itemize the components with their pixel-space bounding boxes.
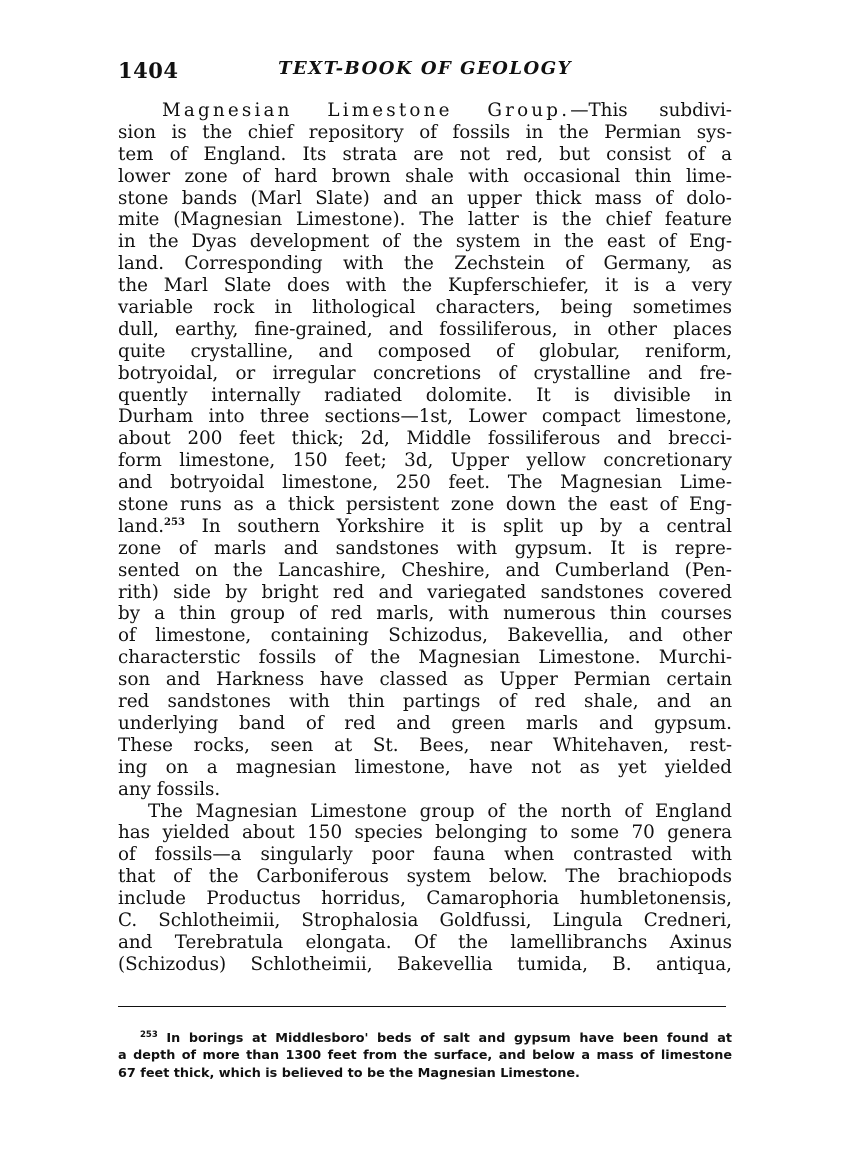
text-line: These rocks, seen at St. Bees, near Whitehaven, rest- xyxy=(118,734,732,756)
text-line: any fossils. xyxy=(118,778,221,800)
footnote-marker: 253 xyxy=(140,1030,158,1040)
text-line: land.$^{253}$ In southern Yorkshire it is split up by a central xyxy=(118,515,732,537)
text-line: Magnesian Limestone Group.—This subdivi- xyxy=(162,100,732,121)
text-line: include Productus horridus, Camarophoria humbletonensis, xyxy=(118,888,732,910)
text-line: lower zone of hard brown shale with occasional thin lime- xyxy=(118,165,732,187)
footnote-line: a depth of more than 1300 feet from the surface, and below a mass of limestone xyxy=(118,1048,732,1064)
text-line: C. Schlotheimii, Strophalosia Goldfussi, Lingula Credneri, xyxy=(118,909,732,931)
text-line: and Terebratula elongata. Of the lamellibranchs Axinus xyxy=(118,931,732,953)
text-line: and botryoidal limestone, 250 feet. The Magnesian Lime- xyxy=(118,472,732,494)
text-line: underlying band of red and green marls and gypsum. xyxy=(118,712,732,734)
text-line: quite crystalline, and composed of globular, reniform, xyxy=(118,340,732,362)
body-text xyxy=(118,100,732,976)
text-line: son and Harkness have classed as Upper Permian certain xyxy=(118,669,732,691)
text-line: has yielded about 150 species belonging to some 70 genera xyxy=(118,822,732,844)
text-line: land. Corresponding with the Zechstein of Germany, as xyxy=(118,253,732,275)
text-line: (Schizodus) Schlotheimii, Bakevellia tumida, B. antiqua, xyxy=(118,953,732,975)
text-line: stone bands (Marl Slate) and an upper thick mass of dolo- xyxy=(118,187,732,209)
text-line: sion is the chief repository of fossils in the Permian sys- xyxy=(118,121,732,143)
footnote-line: $^{253}$ In borings at Middlesboro' beds of salt and gypsum have been found at xyxy=(140,1030,733,1046)
text-line: of limestone, containing Schizodus, Bakevellia, and other xyxy=(118,625,732,647)
section-heading: Magnesian Limestone Group. xyxy=(162,100,571,121)
text-line: that of the Carboniferous system below. The brachiopods xyxy=(118,866,732,888)
page-number: 1404 xyxy=(118,58,179,83)
text-line: red sandstones with thin partings of red shale, and an xyxy=(118,691,732,713)
running-title: TEXT-BOOK OF GEOLOGY xyxy=(278,58,572,79)
text-line: of fossils—a singularly poor fauna when contrasted with xyxy=(118,844,732,866)
footnotes xyxy=(118,1030,732,1082)
text-line: variable rock in lithological characters, being sometimes xyxy=(118,297,732,319)
text-line: mite (Magnesian Limestone). The latter is the chief feature xyxy=(118,209,732,231)
text-line: the Marl Slate does with the Kupferschiefer, it is a very xyxy=(118,275,732,297)
footnote-line: 67 feet thick, which is believed to be the Magnesian Limestone. xyxy=(118,1065,580,1081)
text-line: Durham into three sections—1st, Lower compact limestone, xyxy=(118,406,732,428)
text-line: dull, earthy, fine-grained, and fossiliferous, in other places xyxy=(118,318,732,340)
running-head xyxy=(118,58,732,88)
text-line: rith) side by bright red and variegated sandstones covered xyxy=(118,581,732,603)
text-line: quently internally radiated dolomite. It is divisible in xyxy=(118,384,732,406)
text-line: characterstic fossils of the Magnesian Limestone. Murchi- xyxy=(118,647,732,669)
text-line: zone of marls and sandstones with gypsum. It is repre- xyxy=(118,537,732,559)
text-line: by a thin group of red marls, with numerous thin courses xyxy=(118,603,732,625)
text-line: about 200 feet thick; 2d, Middle fossiliferous and brecci- xyxy=(118,428,732,450)
text-line: The Magnesian Limestone group of the north of England xyxy=(148,800,732,822)
text-line: stone runs as a thick persistent zone down the east of Eng- xyxy=(118,494,732,516)
text-line: ing on a magnesian limestone, have not as yet yielded xyxy=(118,756,732,778)
footnote-divider xyxy=(118,1006,726,1007)
text-line: botryoidal, or irregular concretions of crystalline and fre- xyxy=(118,362,732,384)
text-line: tem of England. Its strata are not red, but consist of a xyxy=(118,143,732,165)
text-line: in the Dyas development of the system in the east of Eng- xyxy=(118,231,732,253)
footnote-reference: 253 xyxy=(164,516,185,528)
text-line: sented on the Lancashire, Cheshire, and Cumberland (Pen- xyxy=(118,559,732,581)
text-line: form limestone, 150 feet; 3d, Upper yellow concretionary xyxy=(118,450,732,472)
